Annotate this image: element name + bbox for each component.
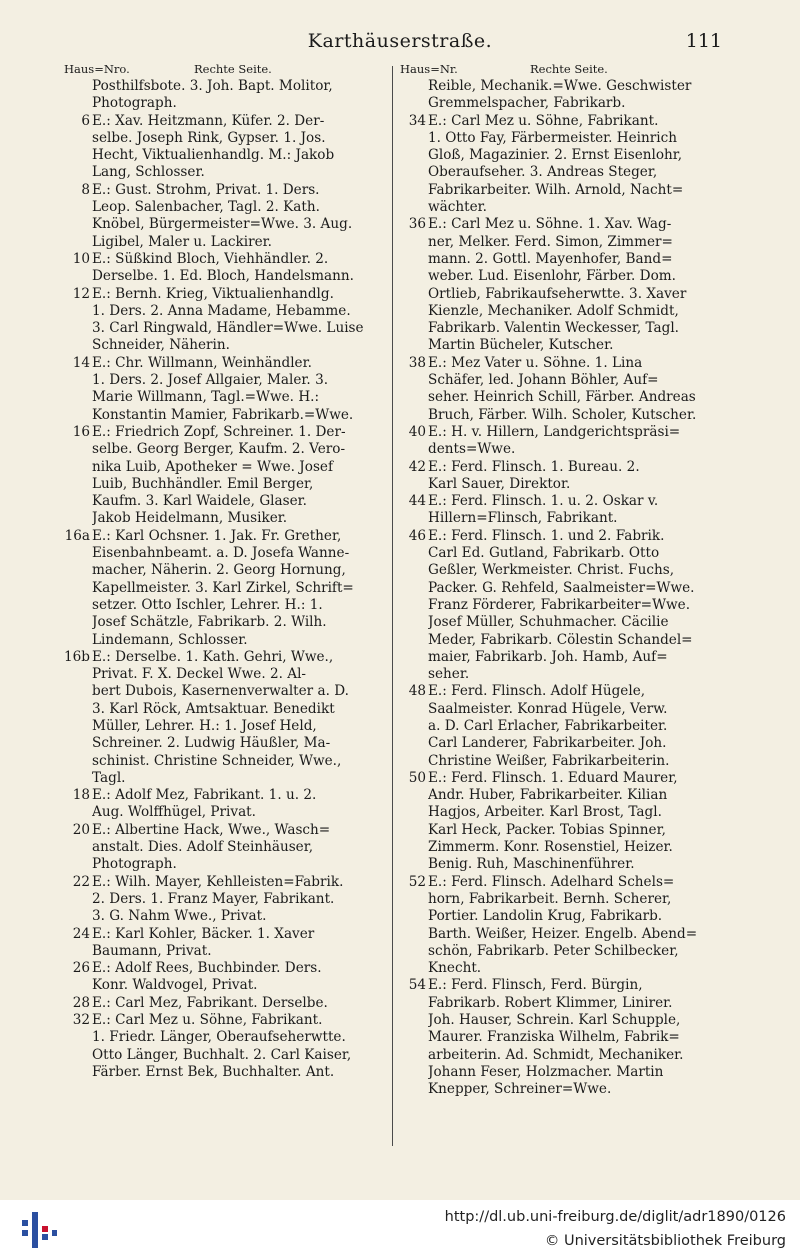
entry-text-line: E.: Carl Mez u. Söhne, Fabrikant.: [92, 1012, 323, 1029]
directory-entry: [62, 528, 392, 649]
directory-entry: [398, 113, 728, 217]
entry-text-line: Karl Sauer, Direktor.: [428, 475, 571, 492]
entry-text-line: Bruch, Färber. Wilh. Scholer, Kutscher.: [428, 406, 697, 423]
directory-entry: [62, 113, 392, 182]
house-number: 32: [72, 1012, 90, 1029]
house-number: 50: [408, 769, 426, 786]
left-column: [62, 78, 392, 1081]
house-number: 6: [81, 112, 90, 129]
entry-text-line: bert Dubois, Kasernenverwalter a. D.: [92, 683, 349, 700]
directory-entry: [398, 977, 728, 1098]
house-number: 40: [408, 423, 426, 440]
house-number: 34: [408, 112, 426, 129]
house-number: 36: [408, 216, 426, 233]
house-number: 48: [408, 683, 426, 700]
entry-text-line: Fabrikarb. Valentin Weckesser, Tagl.: [428, 320, 679, 337]
house-number: 18: [72, 787, 90, 804]
entry-text-line: 1. Friedr. Länger, Oberaufseherwtte.: [92, 1029, 346, 1046]
entry-text-line: Färber. Ernst Bek, Buchhalter. Ant.: [92, 1063, 335, 1080]
entry-text-line: E.: Karl Kohler, Bäcker. 1. Xaver: [92, 925, 315, 942]
entry-text-line: E.: Ferd. Flinsch, Ferd. Bürgin,: [428, 977, 643, 994]
university-library-logo-icon: [18, 1210, 58, 1250]
entry-text-line: Baumann, Privat.: [92, 942, 212, 959]
page-number: 111: [685, 30, 722, 52]
entry-text-line: Reible, Mechanik.=Wwe. Geschwister: [428, 78, 692, 94]
entry-text-line: E.: Derselbe. 1. Kath. Gehri, Wwe.,: [92, 648, 334, 665]
entry-text-line: horn, Fabrikarbeit. Bernh. Scherer,: [428, 890, 672, 907]
entry-text-line: E.: Xav. Heitzmann, Küfer. 2. Der-: [92, 112, 325, 129]
copyright-notice: © Universitätsbibliothek Freiburg: [544, 1233, 786, 1249]
entry-text-line: Joh. Hauser, Schrein. Karl Schupple,: [428, 1012, 681, 1029]
entry-text-line: 3. Carl Ringwald, Händler=Wwe. Luise: [92, 320, 364, 337]
entry-text-line: 2. Ders. 1. Franz Mayer, Fabrikant.: [92, 890, 335, 907]
directory-entry: [62, 926, 392, 961]
house-number: 16b: [64, 648, 90, 665]
entry-text-line: Maurer. Franziska Wilhelm, Fabrik=: [428, 1029, 680, 1046]
directory-entry: [398, 459, 728, 494]
entry-text-line: E.: Ferd. Flinsch. 1. und 2. Fabrik.: [428, 527, 665, 544]
entry-text-line: Carl Landerer, Fabrikarbeiter. Joh.: [428, 735, 667, 752]
entry-text-line: setzer. Otto Ischler, Lehrer. H.: 1.: [92, 596, 323, 613]
entry-text-line: Johann Feser, Holzmacher. Martin: [428, 1063, 664, 1080]
house-number: 16: [72, 423, 90, 440]
directory-entry: [62, 355, 392, 424]
entry-text-line: Saalmeister. Konrad Hügele, Verw.: [428, 700, 668, 717]
directory-entry: [62, 960, 392, 995]
entry-text-line: Portier. Landolin Krug, Fabrikarb.: [428, 908, 663, 925]
entry-text-line: Andr. Huber, Fabrikarbeiter. Kilian: [428, 787, 668, 804]
entry-text-line: seher.: [428, 666, 470, 683]
house-number: 8: [81, 181, 90, 198]
entry-text-line: Oberaufseher. 3. Andreas Steger,: [428, 164, 658, 181]
entry-text-line: Zimmerm. Konr. Rosenstiel, Heizer.: [428, 839, 673, 856]
entry-text-line: Josef Müller, Schuhmacher. Cäcilie: [428, 614, 669, 631]
entry-text-line: E.: Ferd. Flinsch. 1. u. 2. Oskar v.: [428, 493, 659, 510]
directory-entry: [62, 78, 392, 113]
entry-text-line: selbe. Georg Berger, Kaufm. 2. Vero-: [92, 441, 346, 458]
directory-entry: [62, 995, 392, 1012]
entry-text-line: E.: Ferd. Flinsch. Adelhard Schels=: [428, 873, 675, 890]
entry-text-line: Fabrikarb. Robert Klimmer, Linirer.: [428, 994, 673, 1011]
entry-text-line: ner, Melker. Ferd. Simon, Zimmer=: [428, 233, 673, 250]
entry-text-line: E.: Adolf Mez, Fabrikant. 1. u. 2.: [92, 787, 317, 804]
entry-text-line: Meder, Fabrikarb. Cölestin Schandel=: [428, 631, 693, 648]
entry-text-line: mann. 2. Gottl. Mayenhofer, Band=: [428, 250, 673, 267]
running-head: [0, 26, 800, 56]
directory-entry: [398, 528, 728, 684]
entry-text-line: Kienzle, Mechaniker. Adolf Schmidt,: [428, 302, 679, 319]
entry-text-line: Müller, Lehrer. H.: 1. Josef Held,: [92, 717, 317, 734]
directory-entry: [398, 874, 728, 978]
directory-entry: [398, 683, 728, 769]
house-number: 20: [72, 821, 90, 838]
entry-text-line: Knöbel, Bürgermeister=Wwe. 3. Aug.: [92, 216, 353, 233]
entry-text-line: Otto Länger, Buchhalt. 2. Carl Kaiser,: [92, 1046, 352, 1063]
entry-text-line: Carl Ed. Gutland, Fabrikarb. Otto: [428, 545, 660, 562]
page-title: Karthäuserstraße.: [307, 30, 493, 52]
house-number: 42: [408, 458, 426, 475]
house-number: 14: [72, 354, 90, 371]
entry-text-line: Karl Heck, Packer. Tobias Spinner,: [428, 821, 666, 838]
entry-text-line: Geßler, Werkmeister. Christ. Fuchs,: [428, 562, 675, 579]
directory-entry: [62, 424, 392, 528]
entry-text-line: Marie Willmann, Tagl.=Wwe. H.:: [92, 389, 320, 406]
directory-entry: [62, 874, 392, 926]
entry-text-line: E.: Karl Ochsner. 1. Jak. Fr. Grether,: [92, 527, 342, 544]
entry-text-line: Konstantin Mamier, Fabrikarb.=Wwe.: [92, 406, 354, 423]
entry-text-line: Barth. Weißer, Heizer. Engelb. Abend=: [428, 925, 698, 942]
entry-text-line: schön, Fabrikarb. Peter Schilbecker,: [428, 942, 679, 959]
entry-text-line: E.: Carl Mez u. Söhne. 1. Xav. Wag-: [428, 216, 672, 233]
entry-text-line: arbeiterin. Ad. Schmidt, Mechaniker.: [428, 1046, 684, 1063]
entry-text-line: E.: H. v. Hillern, Landgerichtspräsi=: [428, 423, 681, 440]
entry-text-line: 1. Ders. 2. Josef Allgaier, Maler. 3.: [92, 372, 329, 389]
side-label: Rechte Seite.: [194, 62, 272, 76]
entry-text-line: E.: Gust. Strohm, Privat. 1. Ders.: [92, 181, 320, 198]
entry-text-line: weber. Lud. Eisenlohr, Färber. Dom.: [428, 268, 676, 285]
entry-text-line: Fabrikarbeiter. Wilh. Arnold, Nacht=: [428, 181, 684, 198]
entry-text-line: Ortlieb, Fabrikaufseherwtte. 3. Xaver: [428, 285, 687, 302]
house-number: 26: [72, 960, 90, 977]
entry-text-line: 3. G. Nahm Wwe., Privat.: [92, 908, 267, 925]
entry-text-line: Kaufm. 3. Karl Waidele, Glaser.: [92, 493, 307, 510]
entry-text-line: Ligibel, Maler u. Lackirer.: [92, 233, 272, 250]
entry-text-line: Gloß, Magazinier. 2. Ernst Eisenlohr,: [428, 147, 683, 164]
entry-text-line: Photograph.: [92, 856, 177, 873]
entry-text-line: Eisenbahnbeamt. a. D. Josefa Wanne-: [92, 545, 350, 562]
directory-entry: [62, 649, 392, 787]
entry-text-line: Leop. Salenbacher, Tagl. 2. Kath.: [92, 199, 320, 216]
entry-text-line: E.: Ferd. Flinsch. 1. Eduard Maurer,: [428, 769, 678, 786]
entry-text-line: Posthilfsbote. 3. Joh. Bapt. Molitor,: [92, 78, 333, 94]
house-number: 28: [72, 994, 90, 1011]
entry-text-line: Franz Förderer, Fabrikarbeiter=Wwe.: [428, 596, 691, 613]
directory-entry: [398, 770, 728, 874]
house-number: 46: [408, 527, 426, 544]
footer-bar: [0, 1200, 800, 1258]
entry-text-line: nika Luib, Apotheker = Wwe. Josef: [92, 458, 333, 475]
side-label: Rechte Seite.: [530, 62, 608, 76]
directory-entry: [62, 286, 392, 355]
entry-text-line: Aug. Wolffhügel, Privat.: [92, 804, 256, 821]
entry-text-line: E.: Albertine Hack, Wwe., Wasch=: [92, 821, 331, 838]
entry-text-line: Hagjos, Arbeiter. Karl Brost, Tagl.: [428, 804, 662, 821]
right-column: [398, 78, 728, 1099]
entry-text-line: Lang, Schlosser.: [92, 164, 205, 181]
entry-text-line: Kapellmeister. 3. Karl Zirkel, Schrift=: [92, 579, 354, 596]
house-number: 38: [408, 354, 426, 371]
column-divider: [392, 66, 393, 1146]
house-number: 16a: [64, 527, 90, 544]
directory-entry: [398, 355, 728, 424]
house-number: 22: [72, 873, 90, 890]
entry-text-line: dents=Wwe.: [428, 441, 516, 458]
directory-entry: [62, 251, 392, 286]
entry-text-line: Josef Schätzle, Fabrikarb. 2. Wilh.: [92, 614, 327, 631]
entry-text-line: E.: Carl Mez, Fabrikant. Derselbe.: [92, 994, 328, 1011]
house-number: 24: [72, 925, 90, 942]
entry-text-line: E.: Bernh. Krieg, Viktualienhandlg.: [92, 285, 334, 302]
entry-text-line: E.: Mez Vater u. Söhne. 1. Lina: [428, 354, 643, 371]
directory-entry: [62, 1012, 392, 1081]
house-number: 12: [72, 285, 90, 302]
house-number-label: Haus=Nro.: [64, 62, 130, 76]
entry-text-line: selbe. Joseph Rink, Gypser. 1. Jos.: [92, 129, 326, 146]
entry-text-line: Hecht, Viktualienhandlg. M.: Jakob: [92, 147, 335, 164]
entry-text-line: Schreiner. 2. Ludwig Häußler, Ma-: [92, 735, 331, 752]
directory-entry: [62, 787, 392, 822]
entry-text-line: Gremmelspacher, Fabrikarb.: [428, 95, 626, 112]
entry-text-line: Hillern=Flinsch, Fabrikant.: [428, 510, 618, 527]
entry-text-line: Benig. Ruh, Maschinenführer.: [428, 856, 635, 873]
entry-text-line: E.: Chr. Willmann, Weinhändler.: [92, 354, 312, 371]
entry-text-line: wächter.: [428, 199, 487, 216]
entry-text-line: Luib, Buchhändler. Emil Berger,: [92, 475, 314, 492]
entry-text-line: maier, Fabrikarb. Joh. Hamb, Auf=: [428, 648, 668, 665]
entry-text-line: Derselbe. 1. Ed. Bloch, Handelsmann.: [92, 268, 354, 285]
entry-text-line: Tagl.: [92, 769, 126, 786]
entry-text-line: schinist. Christine Schneider, Wwe.,: [92, 752, 342, 769]
entry-text-line: seher. Heinrich Schill, Färber. Andreas: [428, 389, 696, 406]
entry-text-line: Knepper, Schreiner=Wwe.: [428, 1081, 612, 1098]
entry-text-line: macher, Näherin. 2. Georg Hornung,: [92, 562, 346, 579]
entry-text-line: a. D. Carl Erlacher, Fabrikarbeiter.: [428, 717, 668, 734]
entry-text-line: Privat. F. X. Deckel Wwe. 2. Al-: [92, 666, 307, 683]
entry-text-line: Photograph.: [92, 95, 177, 112]
entry-text-line: Konr. Waldvogel, Privat.: [92, 977, 258, 994]
entry-text-line: 1. Ders. 2. Anna Madame, Hebamme.: [92, 302, 351, 319]
entry-text-line: Schäfer, led. Johann Böhler, Auf=: [428, 372, 659, 389]
directory-entry: [398, 424, 728, 459]
entry-text-line: E.: Carl Mez u. Söhne, Fabrikant.: [428, 112, 659, 129]
house-number: 10: [72, 250, 90, 267]
directory-entry: [62, 182, 392, 251]
entry-text-line: E.: Friedrich Zopf, Schreiner. 1. Der-: [92, 423, 346, 440]
house-number: 54: [408, 977, 426, 994]
house-number-label: Haus=Nr.: [400, 62, 458, 76]
house-number: 44: [408, 493, 426, 510]
entry-text-line: Christine Weißer, Fabrikarbeiterin.: [428, 752, 670, 769]
entry-text-line: Jakob Heidelmann, Musiker.: [92, 510, 288, 527]
entry-text-line: Martin Bücheler, Kutscher.: [428, 337, 614, 354]
entry-text-line: E.: Adolf Rees, Buchbinder. Ders.: [92, 960, 322, 977]
directory-entry: [398, 493, 728, 528]
source-url[interactable]: http://dl.ub.uni-freiburg.de/diglit/adr1890/0126: [444, 1209, 786, 1225]
entry-text-line: E.: Ferd. Flinsch. Adolf Hügele,: [428, 683, 646, 700]
directory-entry: [398, 78, 728, 113]
directory-entry: [398, 216, 728, 354]
entry-text-line: Packer. G. Rehfeld, Saalmeister=Wwe.: [428, 579, 695, 596]
entry-text-line: E.: Süßkind Bloch, Viehhändler. 2.: [92, 250, 329, 267]
directory-entry: [62, 822, 392, 874]
entry-text-line: anstalt. Dies. Adolf Steinhäuser,: [92, 839, 314, 856]
entry-text-line: E.: Ferd. Flinsch. 1. Bureau. 2.: [428, 458, 640, 475]
entry-text-line: E.: Wilh. Mayer, Kehlleisten=Fabrik.: [92, 873, 344, 890]
entry-text-line: Lindemann, Schlosser.: [92, 631, 248, 648]
entry-text-line: 1. Otto Fay, Färbermeister. Heinrich: [428, 129, 677, 146]
entry-text-line: Schneider, Näherin.: [92, 337, 230, 354]
entry-text-line: 3. Karl Röck, Amtsaktuar. Benedikt: [92, 700, 335, 717]
entry-text-line: Knecht.: [428, 960, 482, 977]
house-number: 52: [408, 873, 426, 890]
